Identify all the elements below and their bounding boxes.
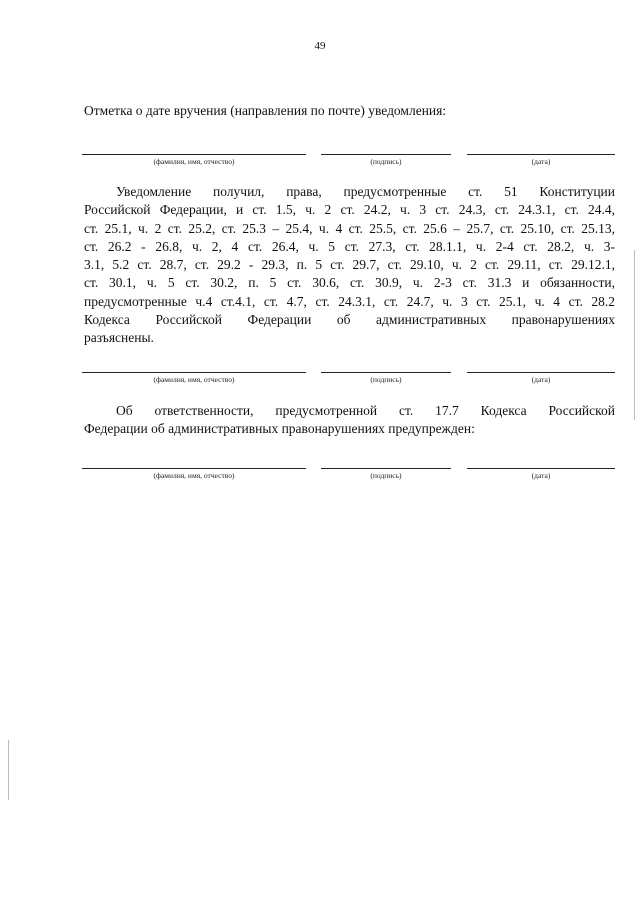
scan-edge-mark [634,250,635,420]
name-line [82,372,306,373]
name-caption: (фамилия, имя, отчество) [153,375,235,384]
signature-line [321,154,451,155]
date-caption: (дата) [531,157,551,166]
rights-line: Уведомление получил, права, предусмотренные ст. 51 Конституции [116,184,615,199]
date-line [467,372,615,373]
rights-line: ст. 25.1, ч. 2 ст. 25.2, ст. 25.3 – 25.4, ч. 4 ст. 25.5, ст. 25.6 – 25.7, ст. 25.10, ст. 25.13, [84,220,615,236]
signature-line [321,468,451,469]
page-number: 49 [314,40,326,52]
signature-caption: (подпись) [370,157,402,166]
rights-line: ст. 26.2 - 26.8, ч. 2, 4 ст. 26.4, ч. 5 ст. 27.3, ст. 28.1.1, ч. 2-4 ст. 28.2, ч. 3- [84,238,615,254]
date-line [467,154,615,155]
rights-line: 3.1, 5.2 ст. 28.7, ст. 29.2 - 29.3, п. 5 ст. 29.7, ст. 29.10, ч. 2 ст. 29.11, ст. 29.12.1, [84,257,615,273]
rights-line: предусмотренные ч.4 ст.4.1, ст. 4.7, ст. 24.3.1, ст. 24.7, ч. 3 ст. 25.1, ч. 4 ст. 28.2 [84,293,615,309]
rights-line: разъяснены. [84,330,154,346]
rights-line: Российской Федерации, и ст. 1.5, ч. 2 ст. 24.2, ч. 3 ст. 24.3, ст. 24.3.1, ст. 24.4, [84,202,615,218]
date-line [467,468,615,469]
date-caption: (дата) [531,375,551,384]
signature-caption: (подпись) [370,375,402,384]
signature-block-responsibility [0,468,640,488]
responsibility-line: Об ответственности, предусмотренной ст. 17.7 Кодекса Российской [116,403,615,418]
responsibility-paragraph [84,402,615,439]
delivery-mark-label: Отметка о дате вручения (направления по почте) уведомления: [84,103,447,118]
signature-block-delivery [0,154,640,174]
signature-block-rights [0,372,640,392]
name-caption: (фамилия, имя, отчество) [153,471,235,480]
signature-line [321,372,451,373]
name-line [82,154,306,155]
rights-line: Кодекса Российской Федерации об административных правонарушениях [84,312,615,328]
responsibility-line: Федерации об административных правонарушениях предупрежден: [84,421,475,437]
name-caption: (фамилия, имя, отчество) [153,157,235,166]
scan-edge-mark [8,740,9,800]
rights-line: ст. 30.1, ч. 5 ст. 30.2, п. 5 ст. 30.6, ст. 30.9, ч. 2-3 ст. 31.3 и обязанности, [84,275,615,291]
rights-paragraph [84,183,615,348]
signature-caption: (подпись) [370,471,402,480]
name-line [82,468,306,469]
date-caption: (дата) [531,471,551,480]
